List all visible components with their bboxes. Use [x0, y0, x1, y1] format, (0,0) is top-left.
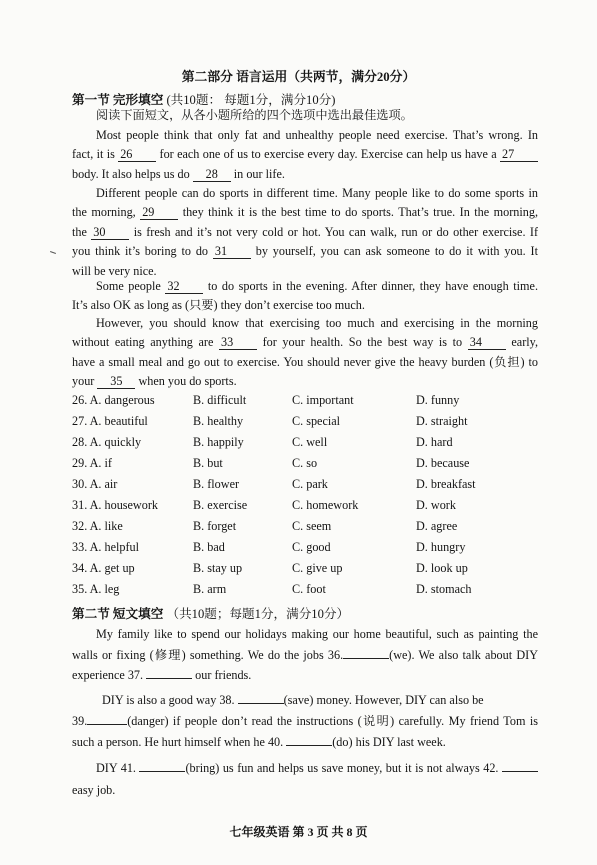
cloze-paragraph-1	[72, 126, 538, 184]
page-footer: 七年级英语 第 3 页 共 8 页	[229, 825, 368, 839]
answer-blank-40[interactable]	[286, 733, 332, 746]
cloze-paragraph-3	[72, 277, 538, 316]
text-segment: (bring) us fun and helps us save money, but it is not always 42.	[185, 761, 499, 775]
text-segment: for your health. So the best way is to	[262, 335, 463, 350]
option-b[interactable]: B. healthy	[193, 414, 244, 428]
option-d[interactable]: D. straight	[416, 414, 468, 428]
option-c[interactable]: C. so	[292, 456, 318, 470]
cloze-paragraph-4	[72, 314, 538, 392]
option-a[interactable]: 31. A. housework	[72, 498, 158, 512]
text-segment: they think it is the best time to do sports. That’s true. In the morning,	[182, 205, 538, 220]
option-d[interactable]: D. because	[416, 456, 470, 470]
text-segment: such a person. He hurt himself when he 40.	[72, 735, 284, 749]
answer-blank-39[interactable]	[87, 712, 127, 725]
option-d[interactable]: D. hard	[416, 435, 453, 449]
option-row	[72, 432, 542, 453]
text-segment: for each one of us to exercise every day. Exercise can help us have a	[159, 147, 497, 162]
text-segment: you think it’s boring to do	[72, 244, 209, 259]
text-segment: body. It also helps us do	[72, 166, 190, 181]
text-segment: without eating anything are	[72, 335, 214, 350]
option-a[interactable]: 29. A. if	[72, 456, 112, 470]
option-c[interactable]: C. well	[292, 435, 328, 449]
option-a[interactable]: 27. A. beautiful	[72, 414, 148, 428]
cloze-paragraph-2	[72, 184, 538, 281]
answer-blank-41[interactable]	[139, 759, 185, 772]
text-line	[72, 277, 538, 296]
text-segment: DIY 41.	[96, 761, 136, 775]
blank-34[interactable]: 34	[468, 335, 506, 350]
option-row	[72, 453, 542, 474]
text-segment: (we). We also talk about DIY	[389, 647, 538, 662]
text-line: easy job.	[72, 783, 116, 797]
options-table	[72, 390, 542, 600]
blank-28[interactable]: 28	[193, 167, 231, 182]
option-c[interactable]: C. foot	[292, 582, 326, 596]
option-d[interactable]: D. agree	[416, 519, 458, 533]
text-line: My family like to spend our holidays making our home beautiful, such as painting the	[96, 627, 538, 641]
option-b[interactable]: B. forget	[193, 519, 237, 533]
text-line	[72, 223, 538, 242]
option-b[interactable]: B. stay up	[193, 561, 243, 575]
option-d[interactable]: D. look up	[416, 561, 468, 575]
text-segment: walls or fixing (修理) something. We do the jobs 36.	[72, 647, 344, 662]
text-line	[72, 333, 538, 352]
option-c[interactable]: C. homework	[292, 498, 359, 512]
text-line	[72, 645, 538, 666]
text-line: Different people can do sports in different time. Many people like to do some sports in	[96, 186, 538, 200]
option-b[interactable]: B. difficult	[193, 393, 247, 407]
option-c[interactable]: C. special	[292, 414, 341, 428]
option-b[interactable]: B. exercise	[193, 498, 248, 512]
option-a[interactable]: 34. A. get up	[72, 561, 135, 575]
option-d[interactable]: D. work	[416, 498, 456, 512]
option-row	[72, 558, 542, 579]
text-line	[72, 145, 538, 164]
option-row	[72, 516, 542, 537]
option-b[interactable]: B. bad	[193, 540, 225, 554]
text-segment: early,	[511, 335, 538, 350]
text-segment: (save) money. However, DIY can also be	[283, 693, 484, 707]
text-line: It’s also OK as long as (只要) they don’t exercise too much.	[72, 298, 365, 313]
blank-30[interactable]: 30	[91, 225, 129, 240]
option-d[interactable]: D. breakfast	[416, 477, 476, 491]
option-row	[72, 474, 542, 495]
blank-32[interactable]: 32	[165, 279, 203, 294]
text-line	[72, 203, 538, 222]
pen-mark	[50, 251, 56, 254]
option-a[interactable]: 35. A. leg	[72, 582, 120, 596]
text-segment: by yourself, you can ask someone to do it with you. It	[255, 244, 538, 259]
text-segment: the	[72, 224, 87, 239]
text-segment: (do) his DIY last week.	[332, 735, 446, 749]
answer-blank-42[interactable]	[502, 759, 538, 772]
section2-label: 第二节 短文填空	[72, 607, 164, 621]
text-segment: fact, it is	[72, 147, 115, 162]
option-c[interactable]: C. give up	[292, 561, 343, 575]
text-line: Most people think that only fat and unhealthy people need exercise. That’s wrong. In	[96, 128, 538, 142]
text-segment: the morning,	[72, 205, 136, 220]
answer-blank-38[interactable]	[238, 691, 284, 704]
option-a[interactable]: 32. A. like	[72, 519, 123, 533]
text-segment: in our life.	[233, 166, 285, 181]
text-line	[72, 757, 538, 779]
section1-instruction	[72, 106, 538, 125]
text-segment: when you do sports.	[138, 374, 237, 389]
option-a[interactable]: 30. A. air	[72, 477, 118, 491]
option-b[interactable]: B. flower	[193, 477, 240, 491]
section1-note: (共10题： 每题1分，满分10分)	[166, 93, 336, 107]
text-line	[72, 690, 538, 711]
text-line	[72, 242, 538, 261]
fill-paragraph-3	[72, 757, 538, 801]
blank-27[interactable]: 27	[500, 147, 538, 162]
text-line	[72, 165, 538, 184]
instruction-text: 阅读下面短文，从各小题所给的四个选项中选出最佳选项。	[96, 108, 413, 122]
blank-35[interactable]: 35	[97, 374, 135, 389]
blank-29[interactable]: 29	[140, 205, 178, 220]
part-title: 第二部分 语言运用（共两节，满分20分）	[181, 70, 416, 84]
option-c[interactable]: C. seem	[292, 519, 332, 533]
text-line: However, you should know that exercising too much and exercising in the morning	[96, 316, 538, 330]
blank-31[interactable]: 31	[213, 244, 251, 259]
text-segment: DIY is also a good way 38.	[102, 693, 235, 707]
option-row	[72, 579, 542, 600]
option-row	[72, 390, 542, 411]
option-row	[72, 537, 542, 558]
option-c[interactable]: C. important	[292, 393, 354, 407]
section2-note: （共10题；每题1分，满分10分）	[166, 607, 350, 621]
option-d[interactable]: D. funny	[416, 393, 460, 407]
text-segment: (danger) if people don’t read the instructions (说明) carefully. My friend Tom is	[127, 714, 538, 728]
section2-title	[72, 603, 349, 622]
option-c[interactable]: C. park	[292, 477, 328, 491]
option-b[interactable]: B. but	[193, 456, 223, 470]
option-a[interactable]: 33. A. helpful	[72, 540, 140, 554]
text-line	[72, 711, 538, 732]
option-row	[72, 411, 542, 432]
option-a[interactable]: 26. A. dangerous	[72, 393, 155, 407]
option-b[interactable]: B. arm	[193, 582, 227, 596]
text-line: have a small meal and go out to exercise. You should never give the heavy burden (负担) to	[72, 354, 538, 369]
option-d[interactable]: D. stomach	[416, 582, 472, 596]
answer-blank-36[interactable]	[343, 646, 389, 659]
text-segment: your	[72, 374, 95, 389]
text-segment: experience 37.	[72, 668, 144, 682]
text-segment: is fresh and it’s not very cold or hot. You can walk, run or do other exercise. If	[133, 224, 538, 239]
fill-paragraph-2	[72, 690, 538, 753]
option-c[interactable]: C. good	[292, 540, 331, 554]
blank-26[interactable]: 26	[118, 147, 156, 162]
text-segment: our friends.	[195, 668, 252, 682]
fill-paragraph-1	[72, 624, 538, 686]
text-segment: 39.	[72, 714, 88, 728]
text-line	[72, 665, 538, 686]
section1-label: 第一节 完形填空	[72, 93, 164, 107]
option-b[interactable]: B. happily	[193, 435, 244, 449]
text-segment: Some people	[96, 279, 161, 293]
option-a[interactable]: 28. A. quickly	[72, 435, 142, 449]
answer-blank-37[interactable]	[146, 666, 192, 679]
text-line	[72, 372, 538, 391]
option-row	[72, 495, 542, 516]
blank-33[interactable]: 33	[219, 335, 257, 350]
option-d[interactable]: D. hungry	[416, 540, 466, 554]
text-line	[72, 732, 538, 753]
text-line: will be very nice.	[72, 263, 157, 278]
text-segment: to do sports in the evening. After dinner, they have enough time.	[207, 279, 538, 293]
